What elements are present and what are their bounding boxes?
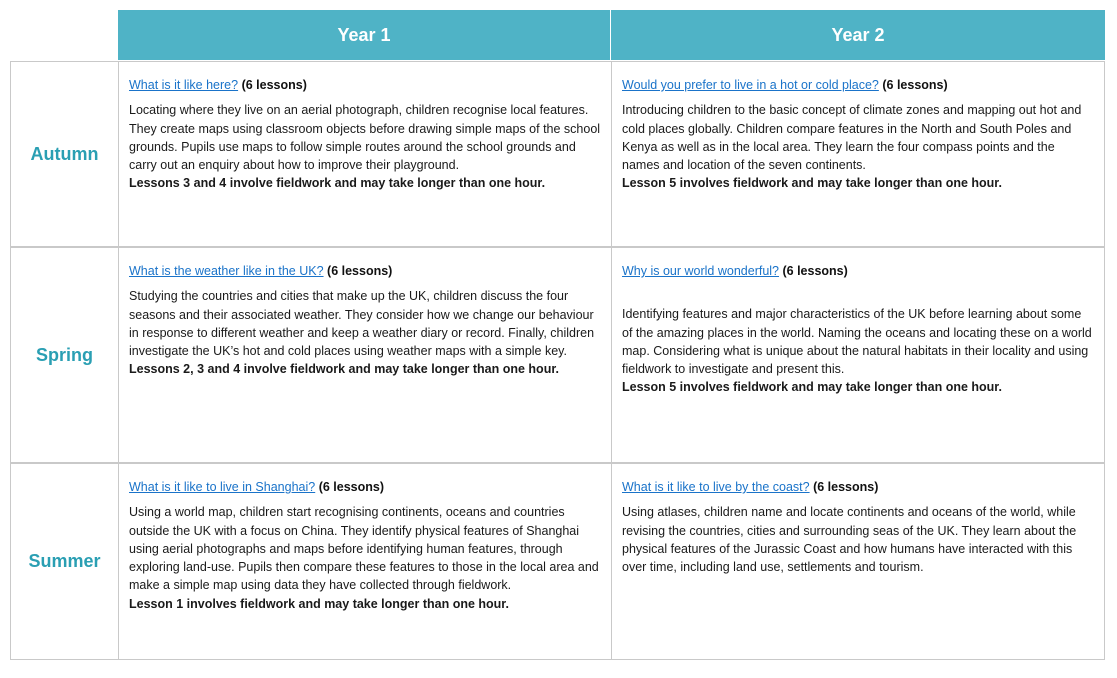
term-label: Summer xyxy=(10,463,118,660)
unit-cell-year-2 xyxy=(611,463,1105,660)
row-summer xyxy=(10,463,1105,660)
unit-link[interactable]: What is the weather like in the UK? xyxy=(129,264,324,278)
unit-cell-year-2 xyxy=(611,247,1105,463)
unit-link[interactable]: Why is our world wonderful? xyxy=(622,264,780,278)
unit-description: Identifying features and major characteristics of the UK before learning about some of the amazing places in the world. Naming the oceans and locating these on a world map. Considering what is unique about the natural habitats in their locality and using fieldwork to investigate and present this. xyxy=(622,307,1092,377)
header-year-2: Year 2 xyxy=(611,10,1105,60)
fieldwork-note: Lesson 1 involves fieldwork and may take longer than one hour. xyxy=(129,596,509,611)
row-spring xyxy=(10,247,1105,463)
unit-cell-year-1 xyxy=(118,61,612,247)
fieldwork-note: Lessons 2, 3 and 4 involve fieldwork and may take longer than one hour. xyxy=(129,362,559,377)
unit-cell-year-1 xyxy=(118,247,612,463)
term-label: Spring xyxy=(10,247,118,463)
curriculum-table xyxy=(10,10,1105,660)
unit-description: Locating where they live on an aerial photograph, children recognise local features. They create maps using classroom objects before drawing simple maps of the school grounds. Pupils use maps to follow simple routes around the school grounds and carry out an enquiry about how to improve their playground. xyxy=(129,103,601,173)
blank-line xyxy=(622,287,1094,305)
unit-description: Studying the countries and cities that make up the UK, children discuss the four seasons and their associated weather. They consider how we change our behaviour in response to different weather and keep a weather diary or record. Finally, children investigate the UK’s hot and cold places using weather maps with a simple key. xyxy=(129,289,595,359)
unit-description: Introducing children to the basic concept of climate zones and mapping out hot and cold places globally. Children compare features in the North and South Poles and Kenya as well as in the local area. They learn the four compass points and the names and location of the seven continents. xyxy=(622,103,1082,173)
fieldwork-note: Lesson 5 involves fieldwork and may take longer than one hour. xyxy=(622,380,1002,395)
unit-cell-year-2 xyxy=(611,61,1105,247)
lesson-count: (6 lessons) xyxy=(882,78,948,92)
unit-link[interactable]: Would you prefer to live in a hot or cold place? xyxy=(622,78,879,92)
unit-description: Using atlases, children name and locate continents and oceans of the world, while revising the countries, cities and surrounding seas of the UK. They learn about the physical features of the Jurassic Coast and how humans have interacted with this over time, including land use, settlements and tourism. xyxy=(622,505,1077,575)
unit-link[interactable]: What is it like to live by the coast? xyxy=(622,480,810,494)
unit-link[interactable]: What is it like here? xyxy=(129,78,239,92)
fieldwork-note: Lessons 3 and 4 involve fieldwork and may take longer than one hour. xyxy=(129,176,546,191)
row-autumn xyxy=(10,61,1105,247)
lesson-count: (6 lessons) xyxy=(782,264,848,278)
unit-link[interactable]: What is it like to live in Shanghai? xyxy=(129,480,316,494)
lesson-count: (6 lessons) xyxy=(813,480,879,494)
unit-description: Using a world map, children start recognising continents, oceans and countries outside the UK with a focus on China. They identify physical features of Shanghai using aerial photographs and maps before identifying human features, through exploring land-use. Pupils then compare these features to those in the local area and make a simple map using data they have collected through fieldwork. xyxy=(129,505,599,593)
term-label: Autumn xyxy=(10,61,118,247)
fieldwork-note: Lesson 5 involves fieldwork and may take longer than one hour. xyxy=(622,176,1002,191)
lesson-count: (6 lessons) xyxy=(318,480,385,494)
lesson-count: (6 lessons) xyxy=(327,264,393,278)
lesson-count: (6 lessons) xyxy=(241,78,307,92)
unit-cell-year-1 xyxy=(118,463,612,660)
header-year-1: Year 1 xyxy=(118,10,610,60)
